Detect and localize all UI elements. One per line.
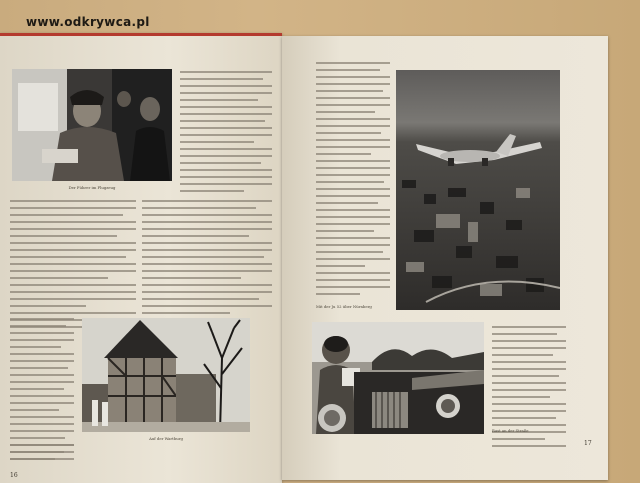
left-page: [0, 33, 282, 483]
photo-reading-image: [12, 69, 172, 181]
watermark-text: www.odkrywca.pl: [26, 15, 150, 29]
text-column-left-c: [10, 318, 74, 465]
text-column-left-d: [10, 444, 74, 465]
photo-car: [312, 322, 484, 434]
photo-house-image: [82, 318, 250, 432]
photo-house: [82, 318, 250, 432]
page-number-left: 16: [10, 472, 18, 479]
text-column-right-b: [492, 326, 566, 452]
photo-aircraft: [396, 70, 560, 310]
caption-reading: Der Führer im Flugzeug: [68, 185, 116, 190]
caption-house: Auf der Wartburg: [149, 436, 183, 441]
photo-aircraft-image: [396, 70, 560, 310]
text-column-right-a: [316, 62, 390, 300]
page-number-right: 17: [584, 440, 592, 447]
photo-car-image: [312, 322, 484, 434]
text-column-left-top-right: [180, 71, 272, 197]
photo-reading: [12, 69, 172, 181]
text-column-left-b: [142, 200, 272, 319]
text-column-left-a: [10, 200, 136, 333]
right-page: [282, 36, 608, 480]
caption-car: Rast an der Straße: [492, 428, 529, 433]
caption-aircraft: Mit der Ju 52 über Nürnberg: [316, 304, 372, 309]
